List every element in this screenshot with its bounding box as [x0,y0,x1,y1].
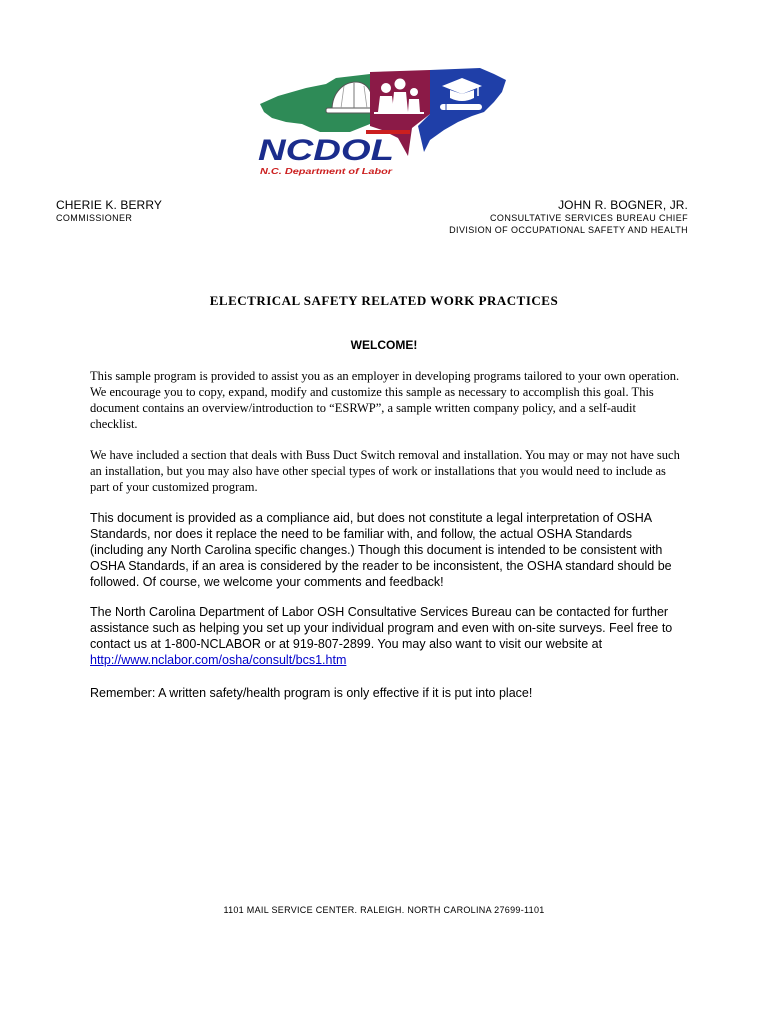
buss-duct-paragraph: We have included a section that deals with Buss Duct Switch removal and installation. You may or may not have such an installation, but you may also have other special types of work or installations that you would need to include as part of your customized program. [90,448,680,494]
contact-paragraph [90,604,680,668]
division-name: DIVISION OF OCCUPATIONAL SAFETY AND HEALTH [449,225,688,235]
document-title: ELECTRICAL SAFETY RELATED WORK PRACTICES [209,293,559,308]
intro-paragraph: This sample program is provided to assist you as an employer in developing programs tailored to your own operation. We encourage you to copy, expand, modify and customize this sample as necessary to accomplish this goal. This document contains an overview/introduction to “ESRWP”, a sample written company policy, and a self-audit checklist. [90,369,680,431]
commissioner-title: COMMISSIONER [56,213,133,223]
contact-text: The North Carolina Department of Labor OSH Consultative Services Bureau can be contacted for further assistance such as helping you set up your individual program and even with on-site surveys. Feel free to contact us at 1-800-NCLABOR or at 919-807-2899. You may also want to visit our website at [90,605,673,651]
welcome-heading: WELCOME! [350,338,418,352]
ncdol-logo [258,66,510,178]
ncdol-logo-graphic [258,66,510,178]
bureau-chief-title: CONSULTATIVE SERVICES BUREAU CHIEF [490,213,688,223]
footer-address: 1101 MAIL SERVICE CENTER. RALEIGH. NORTH CAROLINA 27699-1101 [223,905,545,915]
website-link[interactable]: http://www.nclabor.com/osha/consult/bcs1.htm [90,653,347,667]
reminder-paragraph: Remember: A written safety/health program is only effective if it is put into place! [90,686,533,700]
logo-subtitle: N.C. Department of Labor [260,166,393,176]
logo-acronym: NCDOL [258,134,394,167]
compliance-paragraph: This document is provided as a compliance aid, but does not constitute a legal interpretation of OSHA Standards, nor does it replace the need to be familiar with, and follow, the actual OSHA Standards (including any North Carolina specific changes.) Though this document is intended to be consistent with OSHA Standards, if an area is considered by the reader to be inconsistent, the OSHA standard should be followed. Of course, we welcome your comments and feedback! [90,511,672,589]
bureau-chief-name: JOHN R. BOGNER, JR. [558,198,688,212]
commissioner-block [56,198,162,224]
commissioner-name: CHERIE K. BERRY [56,198,162,212]
bureau-chief-block [449,198,688,236]
